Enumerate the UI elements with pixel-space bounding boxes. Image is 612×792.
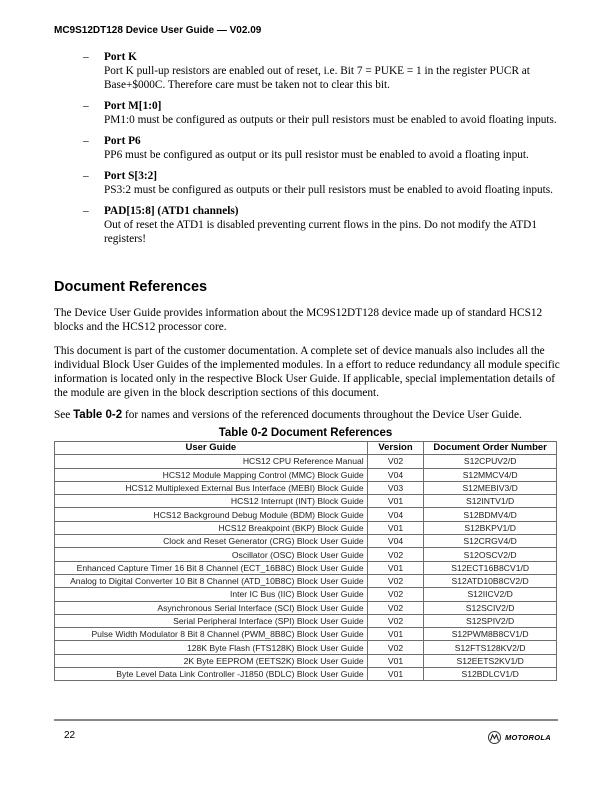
cell-order-number: S12BDMV4/D [424,508,557,521]
list-item [80,169,560,197]
table-header-row [55,442,557,455]
cell-version: V01 [367,495,424,508]
cell-version: V04 [367,535,424,548]
list-item-text: PP6 must be configured as output or its pull resistor must be enabled to avoid a floating input. [104,149,529,161]
cell-user-guide: HCS12 Multiplexed External Bus Interface (MEBI) Block Guide [55,481,368,494]
table-row [55,455,557,468]
document-references-table [54,441,557,681]
cell-user-guide: HCS12 CPU Reference Manual [55,455,368,468]
table-row [55,614,557,627]
cell-order-number: S12OSCV2/D [424,548,557,561]
cell-order-number: S12IICV2/D [424,588,557,601]
cell-user-guide: Asynchronous Serial Interface (SCI) Block User Guide [55,601,368,614]
table-row [55,668,557,681]
footer-divider [54,719,558,721]
cell-order-number: S12ATD10B8CV2/D [424,574,557,587]
port-notes-list [80,50,560,253]
cell-version: V03 [367,481,424,494]
cell-version: V01 [367,521,424,534]
table-row [55,495,557,508]
table-row [55,548,557,561]
cell-order-number: S12INTV1/D [424,495,557,508]
table-caption: Table 0-2 Document References [218,427,393,439]
cell-order-number: S12FTS128KV2/D [424,641,557,654]
cell-user-guide: HCS12 Interrupt (INT) Block Guide [55,495,368,508]
table-row [55,641,557,654]
cell-user-guide: 128K Byte Flash (FTS128K) Block User Guide [55,641,368,654]
dash-bullet: – [83,135,89,147]
cell-user-guide: HCS12 Breakpoint (BKP) Block Guide [55,521,368,534]
paragraph-suffix: for names and versions of the referenced documents throughout the Device User Guide. [122,409,522,421]
cell-version: V02 [367,588,424,601]
cell-order-number: S12MEBIV3/D [424,481,557,494]
column-header-order-number: Document Order Number [424,442,557,455]
list-item-title: PAD[15:8] (ATD1 channels) [104,205,239,217]
cell-version: V02 [367,574,424,587]
cell-version: V02 [367,455,424,468]
section-heading: Document References [54,279,208,295]
cell-version: V02 [367,641,424,654]
cell-user-guide: Analog to Digital Converter 10 Bit 8 Channel (ATD_10B8C) Block User Guide [55,574,368,587]
list-item-title: Port S[3:2] [104,170,158,182]
paragraph-documentation: This document is part of the customer documentation. A complete set of device manuals also includes all the individual Block User Guides of the implemented modules. In a effort to reduce redundancy all module specific information is located only in the respective Block User Guide. If applicable, special implementation details of the module are given in the block description sections of this document. [54,345,560,399]
column-header-user-guide: User Guide [55,442,368,455]
cell-order-number: S12CRGV4/D [424,535,557,548]
cell-version: V01 [367,654,424,667]
column-header-version: Version [367,442,424,455]
table-row [55,601,557,614]
list-item [80,204,560,246]
table-row [55,574,557,587]
list-item-text: Port K pull-up resistors are enabled out of reset, i.e. Bit 7 = PUKE = 1 in the register PUCR at Base+$000C. Therefore care must be taken not to clear this bit. [104,65,530,91]
cell-user-guide: Inter IC Bus (IIC) Block User Guide [55,588,368,601]
table-row [55,508,557,521]
list-item-text: PM1:0 must be configured as outputs or their pull resistors must be enabled to avoid floating inputs. [104,114,557,126]
list-item-text: PS3:2 must be configured as outputs or their pull resistors must be enabled to avoid floating inputs. [104,184,553,196]
cell-order-number: S12MMCV4/D [424,468,557,481]
table-reference-link[interactable]: Table 0-2 [73,409,123,421]
cell-order-number: S12EETS2KV1/D [424,654,557,667]
cell-order-number: S12ECT16B8CV1/D [424,561,557,574]
motorola-batwing-icon [488,731,501,744]
table-row [55,468,557,481]
cell-version: V02 [367,548,424,561]
list-item [80,99,560,127]
cell-user-guide: Pulse Width Modulator 8 Bit 8 Channel (PWM_8B8C) Block User Guide [55,628,368,641]
paragraph-intro: The Device User Guide provides information about the MC9S12DT128 device made up of standard HCS12 blocks and the HCS12 processor core. [54,307,543,333]
dash-bullet: – [83,205,89,217]
logo-wordmark: MOTOROLA [505,733,552,742]
cell-user-guide: Byte Level Data Link Controller -J1850 (BDLC) Block User Guide [55,668,368,681]
cell-version: V01 [367,668,424,681]
cell-order-number: S12CPUV2/D [424,455,557,468]
table-row [55,481,557,494]
cell-version: V02 [367,601,424,614]
dash-bullet: – [83,100,89,112]
cell-user-guide: Clock and Reset Generator (CRG) Block User Guide [55,535,368,548]
table-row [55,561,557,574]
table-row [55,535,557,548]
cell-user-guide: Oscillator (OSC) Block User Guide [55,548,368,561]
dash-bullet: – [83,170,89,182]
cell-order-number: S12BDLCV1/D [424,668,557,681]
list-item-title: Port P6 [104,135,141,147]
table-row [55,521,557,534]
cell-version: V04 [367,508,424,521]
list-item [80,50,560,92]
cell-order-number: S12SPIV2/D [424,614,557,627]
motorola-logo [488,731,551,744]
cell-order-number: S12PWM8B8CV1/D [424,628,557,641]
table-row [55,588,557,601]
document-header-title: MC9S12DT128 Device User Guide — V02.09 [54,25,262,36]
cell-version: V02 [367,614,424,627]
table-row [55,654,557,667]
list-item-text: Out of reset the ATD1 is disabled preventing current flows in the pins. Do not modify the ATD1 registers! [104,219,537,245]
cell-user-guide: Serial Peripheral Interface (SPI) Block User Guide [55,614,368,627]
dash-bullet: – [83,51,89,63]
paragraph-prefix: See [54,409,74,421]
table-row [55,628,557,641]
page-number: 22 [64,730,76,741]
list-item-title: Port K [104,51,137,63]
cell-user-guide: 2K Byte EEPROM (EETS2K) Block User Guide [55,654,368,667]
cell-order-number: S12BKPV1/D [424,521,557,534]
cell-version: V01 [367,561,424,574]
cell-user-guide: Enhanced Capture Timer 16 Bit 8 Channel (ECT_16B8C) Block User Guide [55,561,368,574]
cell-version: V04 [367,468,424,481]
cell-user-guide: HCS12 Background Debug Module (BDM) Block Guide [55,508,368,521]
cell-order-number: S12SCIV2/D [424,601,557,614]
cell-user-guide: HCS12 Module Mapping Control (MMC) Block Guide [55,468,368,481]
list-item [80,134,560,162]
paragraph-table-reference [54,408,564,422]
cell-version: V01 [367,628,424,641]
list-item-title: Port M[1:0] [104,100,162,112]
